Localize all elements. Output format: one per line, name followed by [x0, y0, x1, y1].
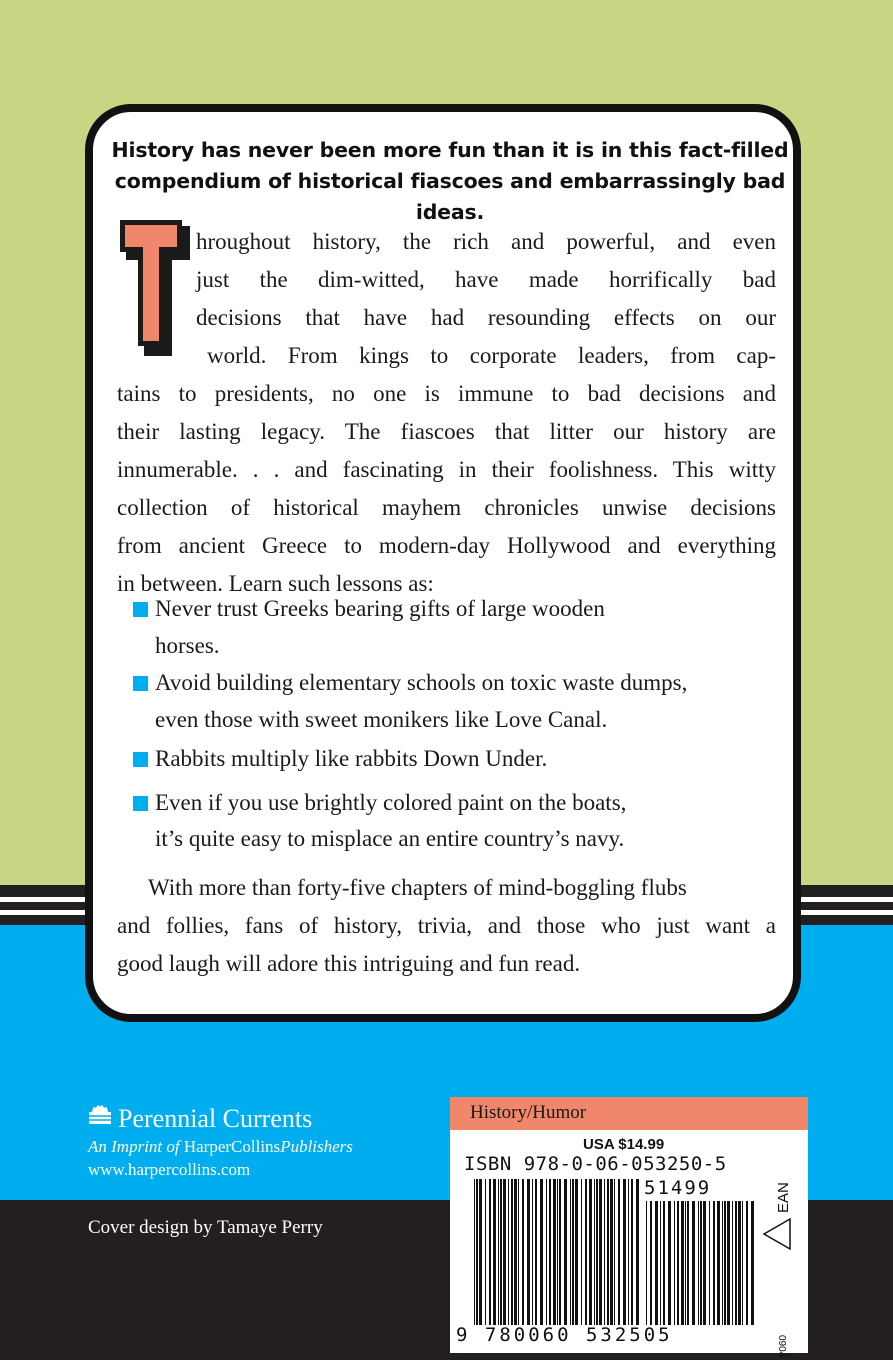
bullet-text: even those with sweet monikers like Love Canal.	[155, 707, 608, 732]
isbn-barcode	[474, 1179, 639, 1325]
barcode-bar	[650, 1201, 652, 1325]
closing-line: good laugh will adore this intriguing and fun read.	[117, 951, 581, 976]
barcode-bar	[655, 1201, 658, 1325]
body-line: tains to presidents, no one is immune to bad decisions and	[117, 381, 776, 406]
body-line: from ancient Greece to modern-day Hollywood and everything	[117, 533, 776, 558]
closing-line: With more than forty-five chapters of mind-boggling flubs	[148, 875, 687, 900]
barcode-bar	[503, 1179, 506, 1325]
barcode-bar	[709, 1201, 710, 1325]
barcode-bar	[594, 1179, 595, 1325]
barcode-bar	[751, 1201, 754, 1325]
barcode-bar	[698, 1201, 699, 1325]
barcode-bar	[663, 1201, 665, 1325]
barcode-bar	[607, 1179, 609, 1325]
barcode-bar	[623, 1179, 626, 1325]
barcode-bar	[735, 1201, 737, 1325]
barcode-bar	[713, 1201, 715, 1325]
addon-code: 51499	[644, 1177, 712, 1199]
barcode-bar	[559, 1179, 561, 1325]
barcode-bar	[508, 1179, 509, 1325]
barcode-bar	[514, 1179, 517, 1325]
barcode-bar	[746, 1201, 748, 1325]
print-code: 0904	[776, 1335, 787, 1358]
publisher-url: www.harpercollins.com	[88, 1160, 251, 1179]
barcode-bar	[527, 1179, 530, 1325]
dropcap-t	[118, 216, 190, 356]
body-line: their lasting legacy. The fiascoes that litter our history are	[117, 419, 776, 444]
barcode-bar	[614, 1179, 615, 1325]
barcode-bar	[685, 1201, 686, 1325]
barcode-bar	[553, 1179, 556, 1325]
barcode-bar	[727, 1201, 730, 1325]
genre-label: History/Humor	[470, 1102, 587, 1123]
barcode-bar	[485, 1179, 486, 1325]
harper-flame-icon	[88, 1103, 112, 1125]
barcode-bar	[668, 1201, 671, 1325]
body-line: decisions that have had resounding effects on our	[196, 305, 776, 330]
barcode-bar	[572, 1179, 574, 1325]
barcode-digits: 9 780060 532505	[456, 1324, 673, 1346]
bullet-square	[133, 676, 148, 691]
publisher-imprint: An Imprint of HarperCollinsPublishers	[88, 1137, 353, 1156]
barcode-bar	[660, 1201, 661, 1325]
triangle-icon	[760, 1217, 796, 1251]
barcode-bar	[674, 1201, 675, 1325]
bullet-text: Even if you use brightly colored paint on the boats,	[155, 790, 627, 815]
barcode-bar	[570, 1179, 571, 1325]
barcode-bar	[498, 1179, 499, 1325]
publisher-name: Perennial Currents	[118, 1104, 313, 1133]
barcode-bar	[604, 1179, 605, 1325]
lead-line: History has never been more fun than it is in this fact-filled	[111, 138, 789, 162]
barcode-bar	[636, 1179, 639, 1325]
barcode-bar	[724, 1201, 726, 1325]
lead-text	[110, 135, 790, 228]
barcode-bar	[585, 1179, 587, 1325]
isbn-label: ISBN 978-0-06-053250-5	[464, 1153, 727, 1175]
body-line: world. From kings to corporate leaders, from cap-	[207, 343, 776, 368]
barcode-bar	[535, 1179, 537, 1325]
barcode-bar	[599, 1179, 602, 1325]
cover-credit: Cover design by Tamaye Perry	[88, 1217, 323, 1238]
barcode-bar	[618, 1179, 620, 1325]
barcode-box	[450, 1097, 808, 1358]
barcode-bar	[476, 1179, 478, 1325]
ean-label: EAN	[775, 1182, 792, 1213]
barcode-bar	[540, 1179, 543, 1325]
barcode-bar	[493, 1179, 496, 1325]
barcode-bar	[596, 1179, 598, 1325]
bullet-text: Never trust Greeks bearing gifts of large wooden	[155, 596, 605, 621]
barcode-bar	[511, 1179, 513, 1325]
barcode-bar	[742, 1201, 743, 1325]
price-label: USA $14.99	[583, 1136, 665, 1153]
barcode-bar	[546, 1179, 547, 1325]
barcode-bar	[522, 1179, 524, 1325]
bullet-square	[133, 602, 148, 617]
body-line: hroughout history, the rich and powerful, and even	[196, 229, 776, 254]
body-line: innumerable. . . and fascinating in their foolishness. This witty	[117, 457, 776, 482]
barcode-bar	[700, 1201, 702, 1325]
barcode-bar	[489, 1179, 491, 1325]
bullet-square	[133, 796, 148, 811]
barcode-bar	[500, 1179, 502, 1325]
barcode-bar	[628, 1179, 629, 1325]
lead-line: compendium of historical fiascoes and embarrassingly bad ideas.	[114, 169, 786, 224]
body-line: collection of historical mayhem chronicles unwise decisions	[117, 495, 776, 520]
barcode-bar	[703, 1201, 706, 1325]
barcode-bar	[722, 1201, 723, 1325]
barcode-bar	[692, 1201, 695, 1325]
barcode-bar	[687, 1201, 689, 1325]
barcode-bar	[557, 1179, 558, 1325]
closing-line: and follies, fans of history, trivia, and those who just want a	[117, 913, 776, 938]
bullet-text: Rabbits multiply like rabbits Down Under.	[155, 746, 548, 771]
barcode-bar	[646, 1201, 647, 1325]
barcode-bar	[532, 1179, 533, 1325]
body-line: just the dim-witted, have made horrifically bad	[196, 267, 776, 292]
bullet-text: horses.	[155, 633, 220, 658]
barcode-bar	[564, 1179, 567, 1325]
barcode-bar	[717, 1201, 720, 1325]
barcode-bar	[738, 1201, 741, 1325]
bullet-text: Avoid building elementary schools on toxic waste dumps,	[155, 670, 688, 695]
barcode-bar	[575, 1179, 578, 1325]
barcode-bar	[581, 1179, 582, 1325]
barcode-bar	[732, 1201, 733, 1325]
genre-label-bar	[450, 1097, 808, 1130]
barcode-bar	[549, 1179, 551, 1325]
bullet-text: it’s quite easy to misplace an entire country’s navy.	[155, 826, 625, 851]
body-line: in between. Learn such lessons as:	[117, 571, 434, 596]
barcode-bar	[610, 1179, 613, 1325]
barcode-bar	[479, 1179, 482, 1325]
barcode-bar	[681, 1201, 684, 1325]
barcode-bar	[677, 1201, 679, 1325]
bullet-square	[133, 752, 148, 767]
barcode-bar	[631, 1179, 633, 1325]
barcode-bar	[589, 1179, 592, 1325]
addon-barcode	[646, 1201, 754, 1325]
barcode-bar	[474, 1179, 475, 1325]
barcode-bar	[518, 1179, 519, 1325]
